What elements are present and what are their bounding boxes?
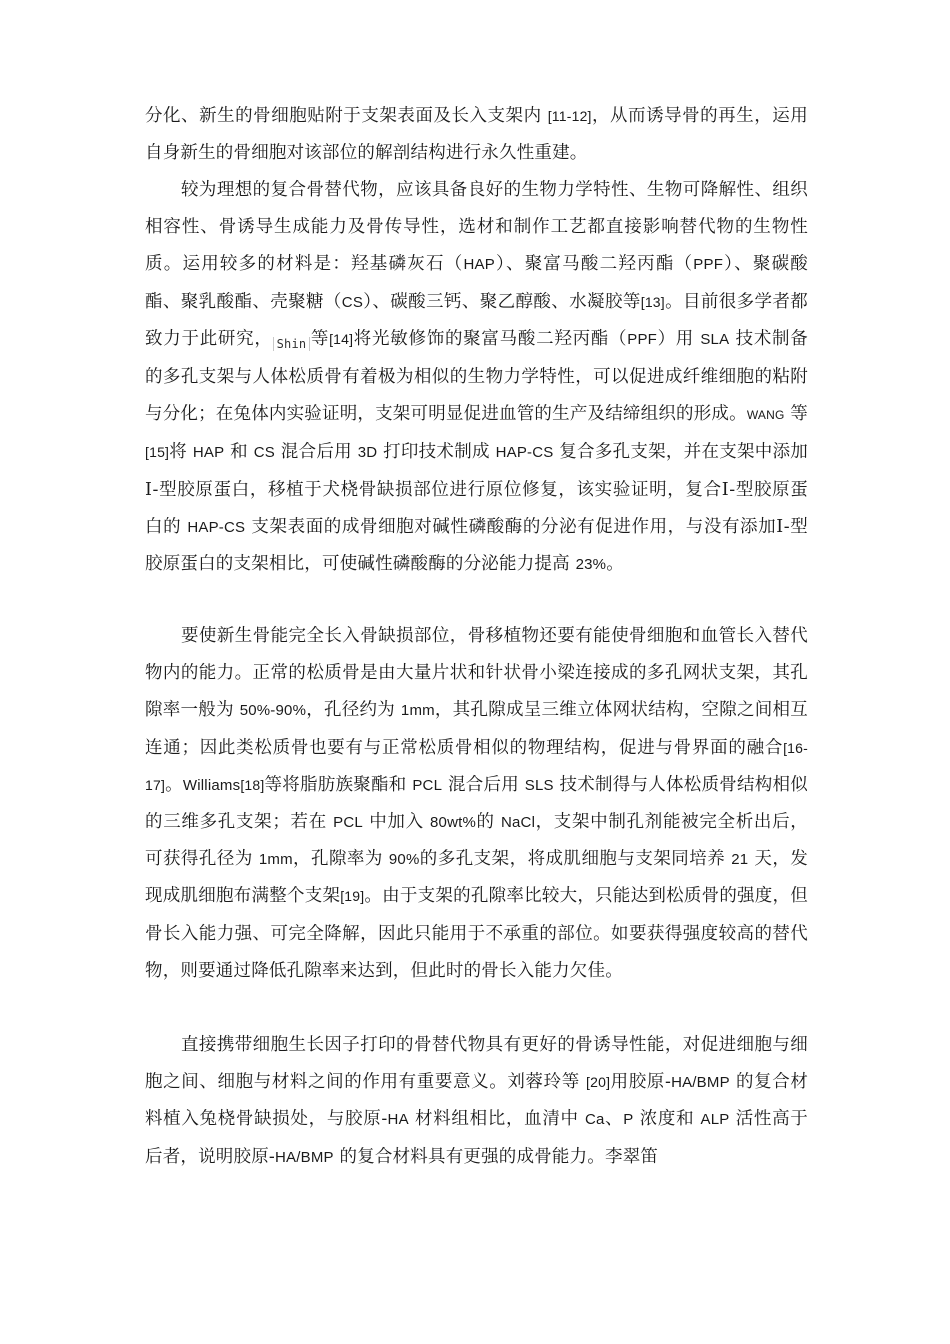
text-run: 中加入 [362, 812, 431, 833]
latin-term: 80wt% [430, 814, 477, 832]
text-run: 、 [604, 1109, 624, 1130]
text-run: 用胶原- [610, 1072, 672, 1093]
text-run: 等将脂肪族聚酯和 [264, 774, 413, 795]
latin-term: 23% [575, 556, 607, 574]
author-name: Williams [182, 776, 241, 794]
text-run: 的 [476, 812, 501, 833]
author-name: WANG [746, 408, 785, 423]
text-run: 支架表面的成骨细胞对碱性磷酸酶的分泌有促进作用，与没有添加Ⅰ-型胶原蛋白的支架相比，可使碱性磷酸酶的分泌能力提高 [145, 516, 808, 575]
paragraph-1 [145, 98, 808, 172]
latin-term: HAP [192, 444, 225, 462]
citation: [13] [640, 293, 665, 310]
latin-term: 21 [731, 851, 749, 869]
text-run: 的多孔支架，将成肌细胞与支架同培养 [419, 849, 732, 870]
latin-term: HA/BMP [275, 1148, 334, 1166]
text-run: 较为理想的复合骨替代物，应该具备良好的生物力学特性、生物可降解性、组织相容性、骨诱导生成能力及骨传导性，选材和制作工艺都直接影响替代物的生物性质。运用较多的材料是：羟基磷灰石（ [145, 180, 808, 275]
paragraph-4 [145, 1027, 808, 1176]
text-run: 等 [310, 328, 330, 349]
latin-term: HA [387, 1111, 409, 1129]
text-run: ）、聚富马酸二羟丙酯（ [494, 254, 694, 275]
text-run: 和 [224, 442, 254, 463]
latin-term: HAP [463, 256, 495, 274]
text-run: ）用 [657, 328, 701, 349]
latin-term: NaCl [500, 814, 536, 832]
text-run: ，其孔隙成呈三维立体网状结构，空隙之间相互连通；因此类松质骨也要有与正常松质骨相似的物理结构，促进与骨界面的融合 [145, 700, 809, 758]
citation: [15] [145, 444, 170, 461]
text-run: 。 [165, 774, 183, 795]
text-run: 混合后用 [442, 774, 525, 795]
text-run: ）、碳酸三钙、聚乙醇酸、水凝胶等 [363, 291, 641, 312]
text-run: 的复合材料具有更强的成骨能力。李翠笛 [333, 1146, 659, 1167]
latin-term: CS [253, 444, 275, 462]
latin-term: SLS [524, 776, 554, 794]
text-run: 打印技术制成 [377, 442, 496, 463]
latin-term: SLA [700, 330, 730, 348]
text-run: 技术制备的多孔支架与人体松质骨有着极为相似的生物力学特性，可以促进成纤维细胞的粘附与分化；在兔体内实验证明，支架可明显促进血管的生产及结缔组织的形成。 [145, 328, 808, 425]
text-run: 技术制得与人体松质骨结构相似的三维多孔支架；若在 [145, 774, 808, 833]
text-run: 分化、新生的骨细胞贴附于支架表面及长入支架内 [145, 106, 548, 126]
latin-term: PPF [693, 256, 724, 274]
text-run: ）、聚碳酸酯、聚乳酸酯、壳聚糖（ [145, 254, 808, 312]
text-run: ，支架中制孔剂能被完全析出后，可获得孔径为 [145, 812, 808, 870]
text-run: 将 [169, 442, 193, 463]
text-run: 将光敏修饰的聚富马酸二羟丙酯（ [353, 328, 628, 349]
text-run: 天，发现成肌细胞布满整个支架 [145, 849, 808, 907]
latin-term: 1mm [258, 851, 293, 869]
text-run: ，从而诱导骨的再生，运用自身新生的骨细胞对该部位的解剖结构进行永久性重建。 [145, 106, 808, 164]
paragraph-2 [145, 172, 808, 583]
paragraph-3 [145, 618, 808, 990]
citation: [18] [240, 776, 265, 793]
text-run: ，孔径约为 [306, 700, 401, 721]
text-run: 活性高于后者，说明胶原- [145, 1109, 808, 1167]
latin-term: 1mm [400, 702, 435, 720]
text-run: 。目前很多学者都致力于此研究， [145, 291, 809, 349]
text-run: 。由于支架的孔隙率比较大，只能达到松质骨的强度，但骨长入能力强、可完全降解，因此只能用于不承重的部位。如要获得强度较高的替代物，则要通过降低孔隙率来达到，但此时的骨长入能力欠佳。 [145, 886, 808, 981]
citation: [14] [329, 330, 354, 347]
text-run: 复合多孔支架，并在支架中添加Ⅰ-型胶原蛋白，移植于犬桡骨缺损部位进行原位修复，该实验证明，复合Ⅰ-型胶原蛋白的 [145, 442, 808, 537]
text-run: 。 [606, 554, 624, 575]
latin-term: ALP [700, 1111, 730, 1129]
author-name-box: Shin [273, 337, 311, 351]
latin-term: CS [341, 293, 364, 311]
latin-term: HAP-CS [187, 518, 246, 536]
text-run: 的复合材料植入兔桡骨缺损处，与胶原- [145, 1072, 809, 1130]
text-run: ，孔隙率为 [292, 849, 389, 870]
citation: [20] [586, 1074, 611, 1091]
text-run: 等 [784, 404, 808, 425]
latin-term: 90% [388, 851, 420, 869]
latin-term: Ca [584, 1111, 605, 1129]
text-run: 混合后用 [274, 442, 358, 463]
latin-term: HA/BMP [671, 1074, 730, 1092]
citation: [11-12] [547, 108, 592, 124]
citation: [19] [340, 888, 365, 905]
latin-term: P [623, 1111, 634, 1129]
latin-term: 3D [357, 444, 378, 462]
latin-term: PCL [412, 776, 443, 794]
text-run: 要使新生骨能完全长入骨缺损部位，骨移植物还要有能使骨细胞和血管长入替代物内的能力。正常的松质骨是由大量片状和针状骨小梁连接成的多孔网状支架，其孔隙率一般为 [145, 626, 808, 721]
latin-term: 50%-90% [239, 702, 307, 720]
latin-term: HAP-CS [495, 444, 554, 462]
text-run: 材料组相比，血清中 [408, 1109, 585, 1130]
latin-term: PPF [627, 330, 658, 348]
citation: [16-17] [145, 739, 808, 793]
latin-term: PCL [333, 814, 363, 832]
text-run: 直接携带细胞生长因子打印的骨替代物具有更好的骨诱导性能，对促进细胞与细胞之间、细胞与材料之间的作用有重要意义。刘蓉玲等 [145, 1035, 808, 1093]
text-run: 浓度和 [633, 1109, 701, 1130]
